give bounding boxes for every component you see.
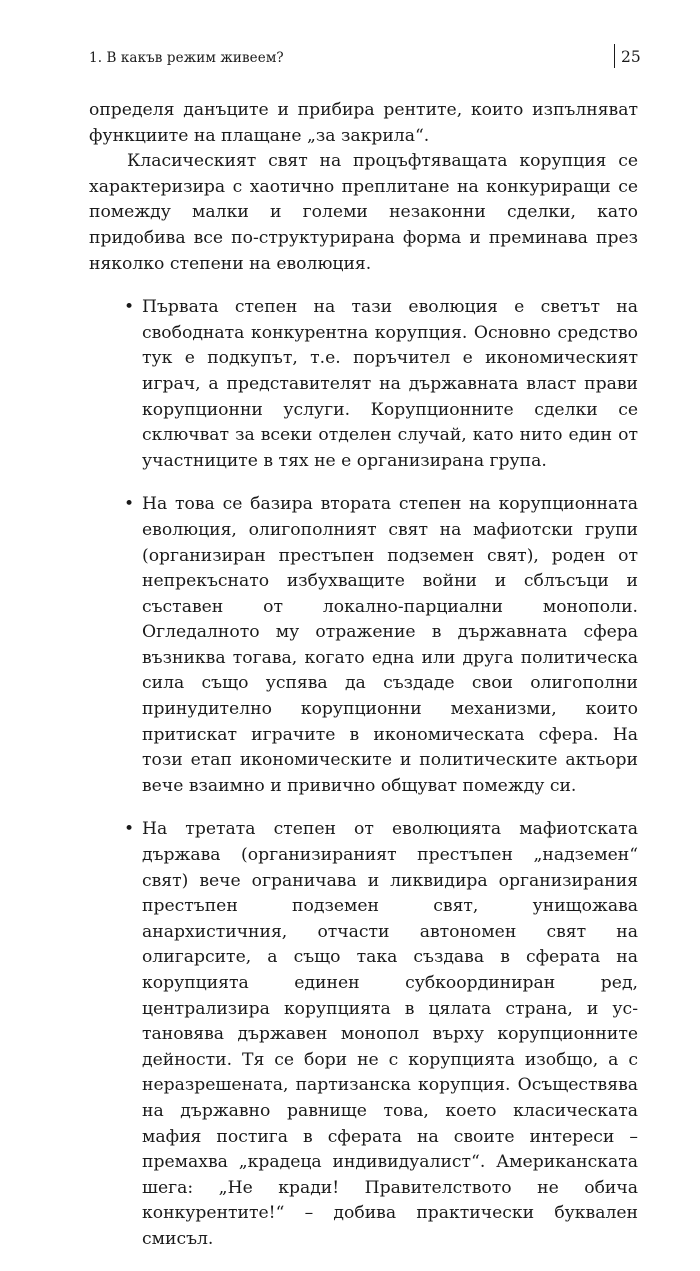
- bullet-marker: •: [124, 297, 135, 318]
- body-text: [89, 98, 638, 1271]
- list-item: [89, 295, 638, 474]
- list-item: [89, 817, 638, 1252]
- chapter-title: 1. В какъв режим живеем?: [89, 50, 284, 66]
- list-item: [89, 492, 638, 799]
- bullet-text: Първата степен на тази еволюция е светът на свободната конкурентна корупция. Основно средство тук е подкупът, т.е. поръчител е икономическият играч, а представителят на държавната власт прави корупционни услуги. Корупционните сделки се сключват за всеки отделен случай, като нито един от участниците в тях не е организирана група.: [142, 297, 638, 471]
- running-header: [89, 44, 639, 72]
- bullet-text: На това се базира втората степен на корупционната еволюция, олигополният свят на мафиотски групи (организиран престъпен подземен свят), роден от непрекъснато избухващите войни и сблъсъци и съставен от локално-парциални монополи. Огледалното му отражение в държавната сфера възниква тогава, когато една или друга политическа сила също успява да създаде свои олигополни принудително корупционни механизми, които притискат играчите в икономическата сфера. На този етап икономическите и политическите актьори вече взаимно и привично общуват помежду си.: [142, 494, 638, 796]
- bullet-text: На третата степен от еволюцията мафиотската държава (организираният престъпен „надземен“ свят) вече ограничава и ликвидира организирания престъпен подземен свят, унищожава анархистичния, отчасти автономен свят на олигарсите, а също така създава в сферата на корупцията единен субкоординиран ред, централизира корупцията в цялата страна, и установява държавен монопол върху корупционните дейности. Тя се бори не с корупцията изобщо, а с неразрешената, партизанска корупция. Осъществява на държавно равнище това, което класическата мафия постига в сферата на своите интереси – премахва „крадеца индивидуалист“. Американската шега: „Не кради! Правителството не обича конкурентите!“ – добива практически буквален смисъл.: [142, 819, 638, 1249]
- paragraph-continuation: определя данъците и прибира рентите, които изпълняват функциите на плащане „за закрила“.: [89, 100, 638, 146]
- bullet-marker: •: [124, 819, 135, 840]
- header-divider: [614, 44, 615, 68]
- bullet-marker: •: [124, 494, 135, 515]
- page-number: 25: [621, 48, 641, 66]
- bullet-list: [89, 295, 638, 1252]
- paragraph-intro: Класическият свят на процъфтяващата корупция се характеризира с хаотично преплитане на конкуриращи се помежду малки и големи незаконни сделки, като придобива все по-структурирана форма и преминава през няколко степени на еволюция.: [89, 151, 638, 274]
